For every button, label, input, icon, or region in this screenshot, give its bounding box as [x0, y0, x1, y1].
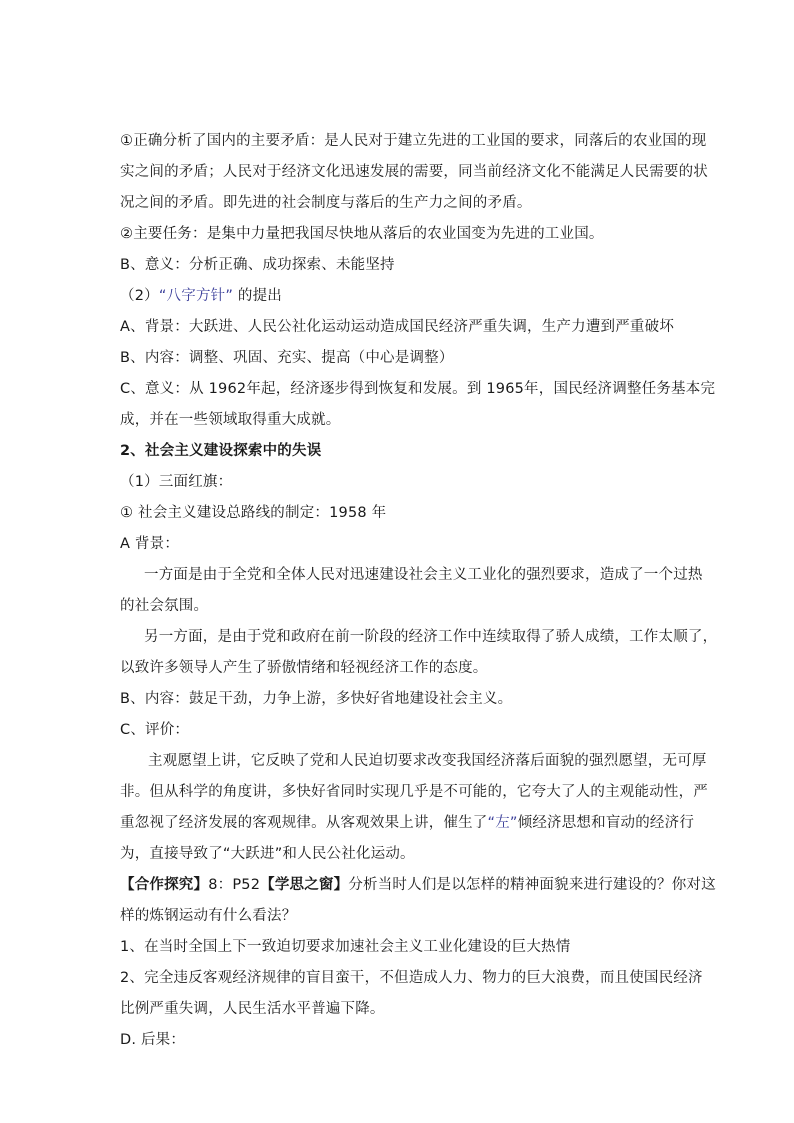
subheading-quote: “八字方针”	[158, 288, 234, 304]
text-line: 为，直接导致了“大跃进”和人民公社化运动。	[120, 846, 415, 862]
text-line: 1、在当时全国上下一致迫切要求加速社会主义工业化建设的巨大热情	[120, 939, 571, 955]
text-line: ②主要任务：是集中力量把我国尽快地从落后的农业国变为先进的工业国。	[120, 226, 604, 242]
text-line: 2、完全违反客观经济规律的盲目蛮干，不但造成人力、物力的巨大浪费，而且使国民经济	[120, 970, 703, 986]
text-line: 成，并在一些领域取得重大成就。	[120, 412, 341, 428]
text-line: （1）三面红旗：	[120, 474, 233, 490]
text-line	[120, 875, 716, 895]
text-segment: 重忽视了经济发展的客观规律。从客观效果上讲，催生了	[120, 815, 488, 831]
text-line: 另一方面，是由于党和政府在前一阶段的经济工作中连续取得了骄人成绩，工作太顺了，	[144, 629, 718, 645]
subheading-text: 的提出	[233, 288, 282, 304]
text-line: B、意义：分析正确、成功探索、未能坚持	[120, 257, 395, 273]
text-line: A、背景：大跃进、人民公社化运动运动造成国民经济严重失调，生产力遭到严重破坏	[120, 319, 675, 335]
text-line: C、评价：	[120, 722, 190, 738]
text-line: 主观愿望上讲，它反映了党和人民迫切要求改变我国经济落后面貌的强烈愿望，无可厚	[148, 753, 707, 769]
text-line: B、内容：调整、巩固、充实、提高（中心是调整）	[120, 350, 454, 366]
text-line: A 背景：	[120, 536, 180, 552]
text-line: 非。但从科学的角度讲，多快好省同时实现几乎是不可能的，它夸大了人的主观能动性，严	[120, 784, 708, 800]
section-heading: 2、社会主义建设探索中的失误	[120, 443, 322, 459]
text-line: ①正确分析了国内的主要矛盾：是人民对于建立先进的工业国的要求，同落后的农业国的现	[120, 133, 707, 149]
text-line: 样的炼钢运动有什么看法？	[120, 908, 297, 924]
subheading-number: （2）	[120, 288, 159, 304]
text-segment: 分析当时人们是以怎样的精神面貌来进行建设的？你对这	[348, 877, 716, 893]
text-line: 比例严重失调，人民生活水平普遍下降。	[120, 1001, 385, 1017]
text-line: 况之间的矛盾。即先进的社会制度与落后的生产力之间的矛盾。	[120, 195, 532, 211]
text-line	[120, 813, 694, 833]
text-line: 一方面是由于全党和全体人民对迅速建设社会主义工业化的强烈要求，造成了一个过热	[144, 567, 703, 583]
text-line: 实之间的矛盾；人民对于经济文化迅速发展的需要，同当前经济文化不能满足人民需要的状	[120, 164, 708, 180]
text-line: D. 后果：	[120, 1032, 186, 1048]
cooperation-tag: 【合作探究】	[120, 877, 209, 893]
text-segment: 倾经济思想和盲动的经济行	[517, 815, 695, 831]
text-line: 以致许多领导人产生了骄傲情绪和轻视经济工作的态度。	[120, 660, 488, 676]
text-line: B、内容：鼓足干劲，力争上游，多快好省地建设社会主义。	[120, 691, 513, 707]
text-line: 的社会氛围。	[120, 598, 209, 614]
quote-left: “左”	[487, 815, 518, 831]
page-ref: 8：P52	[208, 877, 261, 893]
text-line: C、意义：从 1962年起，经济逐步得到恢复和发展。到 1965年，国民经济调整任务基本完	[120, 381, 716, 397]
study-window-tag: 【学思之窗】	[260, 877, 349, 893]
subheading	[120, 286, 282, 306]
text-line: ① 社会主义建设总路线的制定：1958 年	[120, 505, 387, 521]
